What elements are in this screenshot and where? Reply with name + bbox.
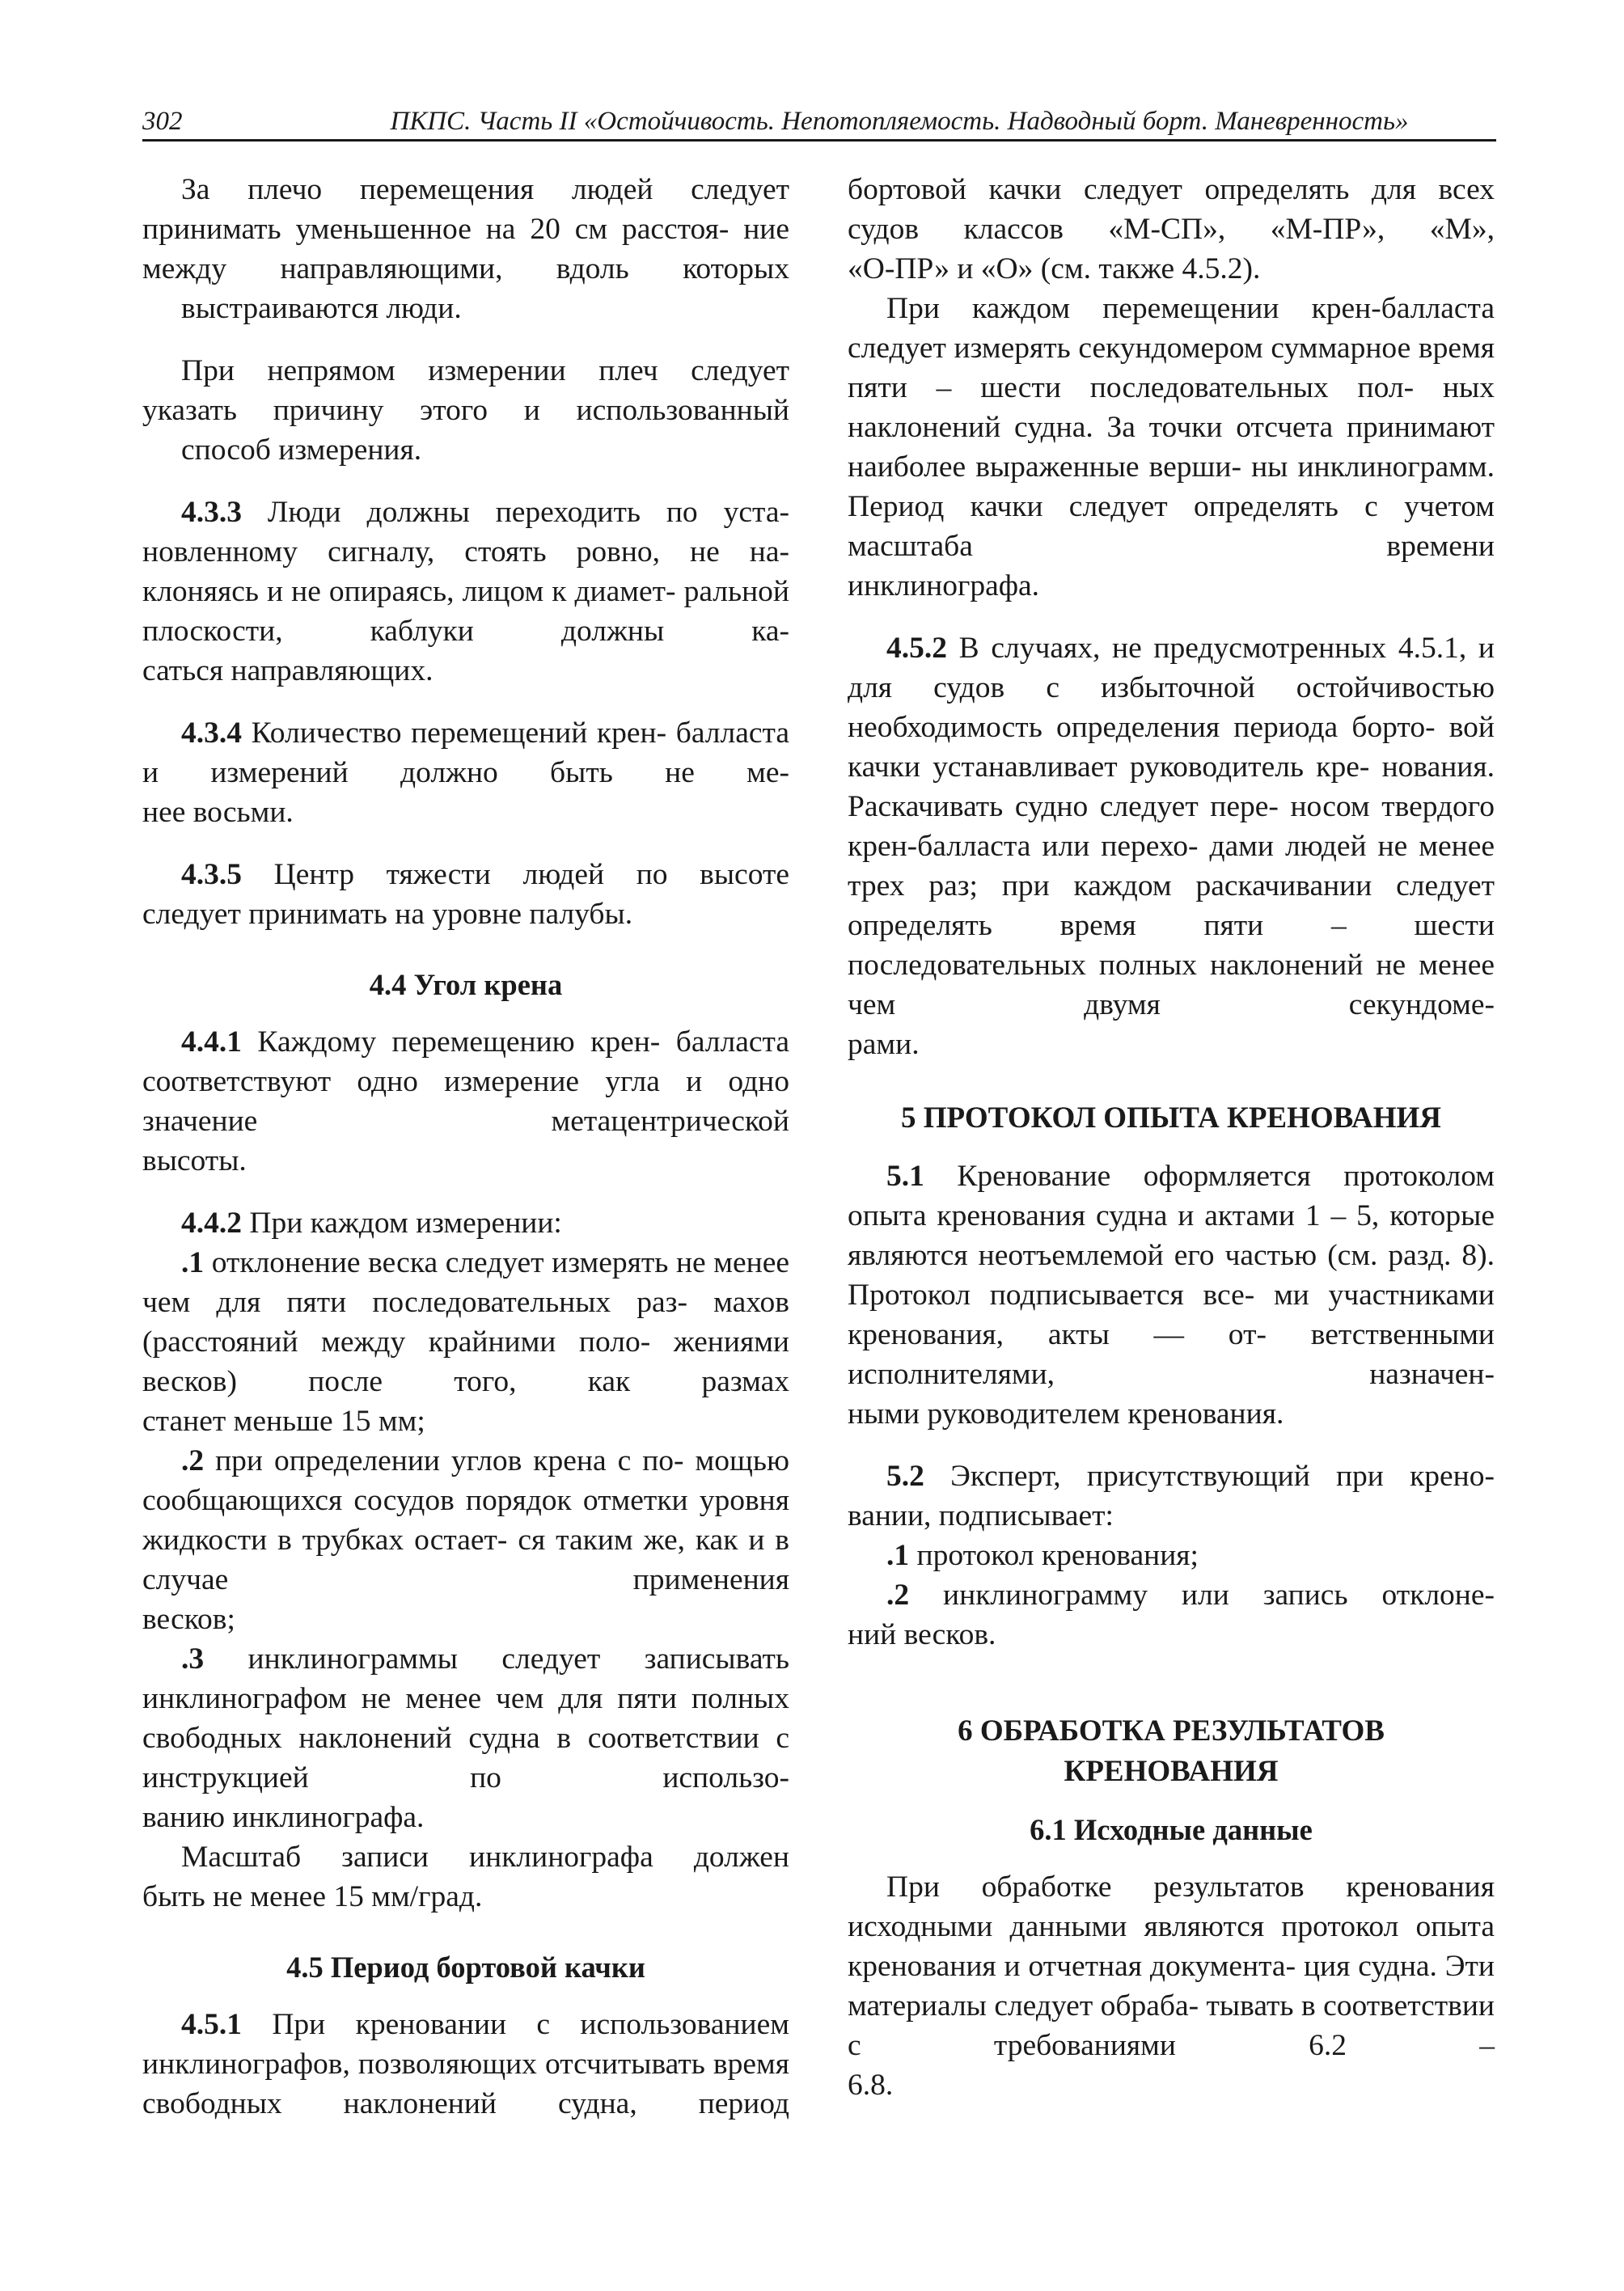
clause-4-4-1: 4.4.1 Каждому перемещению крен- балласта соответствуют одно измерение угла и одно значение метацентрической: [142, 1025, 789, 1138]
item-number: .2: [886, 1579, 910, 1612]
clause-number: 4.4.1: [181, 1025, 242, 1059]
clause-number: 4.3.5: [181, 858, 242, 891]
clause-5-2: 5.2 Эксперт, присутствующий при крено-: [886, 1460, 1495, 1493]
paragraph-scale: Масштаб записи инклинографа должен: [181, 1841, 789, 1874]
paragraph-ballast-timing: При каждом перемещении крен-балласта следует измерять секундомером суммарное время пяти – шести последовательных пол- ных наклонений судна. За точки отсчета принимают наиболее выраженные верши- ны инклинограмм. Период качки следует определять с учетом масштаба времени: [848, 292, 1495, 563]
left-column: За плечо перемещения людей следует принимать уменьшенное на 20 см расстоя- ние между направляющими, вдоль которых выстраиваются люди. При непрямом измерении плеч следует указать причину этого и использованный способ измерения. 4.3.3 Люди должны переходить по уста- новленному сигналу, стоять ровно, не на- клоняясь и не опираясь, лицом к диамет- ральной плоскости, каблуки должны ка- саться направляющих. 4.3.4 Количество перемещений крен- балласта и измерений должно быть не ме- нее восьми. 4.3.5 Центр тяжести людей по высоте следует принимать на уровне палубы. 4.4 Угол крена 4.4.1 Каждому перемещению крен- балласта соответствуют одно измерение угла и одно значение метацентрической высоты. 4.4.2 При каждом измерении: .1 отклонение веска следует измерять не менее чем для пяти последовательных раз- махов (расстояний между крайними поло- жениями весков) после того, как размах станет меньше 15 мм; .2 при определении углов крена с по- мощью сообщающихся сосудов порядок отметки уровня жидкости в трубках остает- ся таким же, как и в случае применения весков; .3 инклинограммы следует записывать инклинографом не менее чем для пяти полных свободных наклонений судна в соответствии с инструкцией по использо- ванию инклинографа. Масштаб записи инклинографа должен быть не менее 15 мм/град. 4.5 Период бортовой качки 4.5.1 При креновании с использованием инклинографов, позволяющих отсчитывать время свободных наклонений судна, период: [142, 170, 789, 2124]
section-heading-6-1: 6.1 Исходные данные: [1030, 1813, 1313, 1846]
clause-4-3-3: 4.3.3 Люди должны переходить по уста- новленному сигналу, стоять ровно, не на- клоняясь и не опираясь, лицом к диамет- ральной плоскости, каблуки должны ка-: [142, 496, 790, 648]
clause-number: 4.3.4: [181, 716, 242, 750]
paragraph-indirect-measure: При непрямом измерении плеч следует указать причину этого и использованный: [142, 354, 789, 427]
sublist-item-2: .2 инклинограмму или запись отклоне-: [886, 1579, 1495, 1612]
clause-4-5-2: 4.5.2 В случаях, не предусмотренных 4.5.1, и для судов с избыточной остойчивостью необходимость определения периода борто- вой качки устанавливает руководитель кре- нования. Раскачивать судно следует пере- носом твердого крен-балласта или перехо- дами людей не менее трех раз; при каждом раскачивании следует определять время пяти – шести последовательных полных наклонений не менее чем двумя секундоме-: [848, 632, 1495, 1021]
clause-number: 4.3.3: [181, 496, 242, 529]
section-heading-4-4: 4.4 Угол крена: [369, 968, 563, 1001]
list-item-2: .2 при определении углов крена с по- мощью сообщающихся сосудов порядок отметки уровня жидкости в трубках остает- ся таким же, как и в случае применения: [142, 1444, 790, 1596]
paragraph-shoulder: За плечо перемещения людей следует принимать уменьшенное на 20 см расстоя- ние между направляющими, вдоль которых: [142, 173, 789, 285]
item-number: .2: [181, 1444, 205, 1477]
clause-5-1: 5.1 Кренование оформляется протоколом опыта кренования судна и актами 1 – 5, которые являются неотъемлемой его частью (см. разд. 8). Протокол подписывается все- ми участниками кренования, акты — от- ветственными исполнителями, назначен-: [848, 1160, 1495, 1391]
list-item-3: .3 инклинограммы следует записывать инклинографом не менее чем для пяти полных свободных наклонений судна в соответствии с инструкцией по использо-: [142, 1642, 790, 1794]
clause-4-5-1: 4.5.1 При креновании с использованием инклинографов, позволяющих отсчитывать время свободных наклонений судна, период: [142, 2008, 789, 2120]
clause-4-4-2: 4.4.2 При каждом измерении:: [181, 1207, 562, 1240]
section-heading-6: [848, 1711, 1495, 1792]
clause-4-5-1-continued: бортовой качки следует определять для всех судов классов «М-СП», «М-ПР», «М»,: [848, 173, 1495, 246]
clause-number: 4.5.2: [886, 632, 947, 665]
item-number: .1: [886, 1539, 910, 1572]
clause-4-3-5: 4.3.5 Центр тяжести людей по высоте: [181, 858, 789, 891]
running-header: [142, 104, 1496, 142]
section-heading-6-line2: КРЕНОВАНИЯ: [1064, 1755, 1279, 1788]
right-column: бортовой качки следует определять для всех судов классов «М-СП», «М-ПР», «М», «О-ПР» и «О» (см. также 4.5.2). При каждом перемещении крен-балласта следует измерять секундомером суммарное время пяти – шести последовательных пол- ных наклонений судна. За точки отсчета принимают наиболее выраженные верши- ны инклинограмм. Период качки следует определять с учетом масштаба времени инклинографа. 4.5.2 В случаях, не предусмотренных 4.5.1, и для судов с избыточной остойчивостью необходимость определения периода борто- вой качки устанавливает руководитель кре- нования. Раскачивать судно следует пере- носом твердого крен-балласта или перехо- дами людей не менее трех раз; при каждом раскачивании следует определять время пяти – шести последовательных полных наклонений не менее чем двумя секундоме- рами. 5 ПРОТОКОЛ ОПЫТА КРЕНОВАНИЯ 5.1 Кренование оформляется протоколом опыта кренования судна и актами 1 – 5, которые являются неотъемлемой его частью (см. разд. 8). Протокол подписывается все- ми участниками кренования, акты — от- ветственными исполнителями, назначен- ными руководителем кренования. 5.2 Эксперт, присутствующий при крено- вании, подписывает: .1 протокол кренования; .2 инклинограмму или запись отклоне- ний весков. 6 ОБРАБОТКА РЕЗУЛЬТАТОВ КРЕНОВАНИЯ 6.1 Исходные данные При обработке результатов кренования исходными данными являются протокол опыта кренования и отчетная документа- ция судна. Эти материалы следует обраба- тывать в соответствии с требованиями 6.2 – 6.8.: [848, 170, 1495, 2105]
list-item-1: .1 отклонение веска следует измерять не менее чем для пяти последовательных раз- махов (расстояний между крайними поло- жениями весков) после того, как размах: [142, 1246, 789, 1398]
section-heading-5: 5 ПРОТОКОЛ ОПЫТА КРЕНОВАНИЯ: [900, 1101, 1442, 1135]
clause-number: 4.5.1: [181, 2008, 242, 2041]
clause-4-3-4: 4.3.4 Количество перемещений крен- балласта и измерений должно быть не ме-: [142, 716, 789, 789]
clause-number: 5.2: [886, 1460, 924, 1493]
sublist-item-1: .1 протокол кренования;: [886, 1539, 1199, 1572]
item-number: .3: [181, 1642, 205, 1676]
page-number: 302: [142, 107, 183, 136]
clause-number: 4.4.2: [181, 1207, 242, 1240]
section-heading-4-5: 4.5 Период бортовой качки: [286, 1951, 645, 1984]
item-number: .1: [181, 1246, 205, 1279]
running-title: ПКПС. Часть II «Остойчивость. Непотопляемость. Надводный борт. Маневренность»: [390, 107, 1409, 136]
clause-number: 5.1: [886, 1160, 924, 1193]
paragraph-6-1: При обработке результатов кренования исходными данными являются протокол опыта кренования и отчетная документа- ция судна. Эти материалы следует обраба- тывать в соответствии с требованиями 6.2 –: [848, 1870, 1495, 2062]
section-heading-6-line1: 6 ОБРАБОТКА РЕЗУЛЬТАТОВ: [958, 1714, 1385, 1748]
